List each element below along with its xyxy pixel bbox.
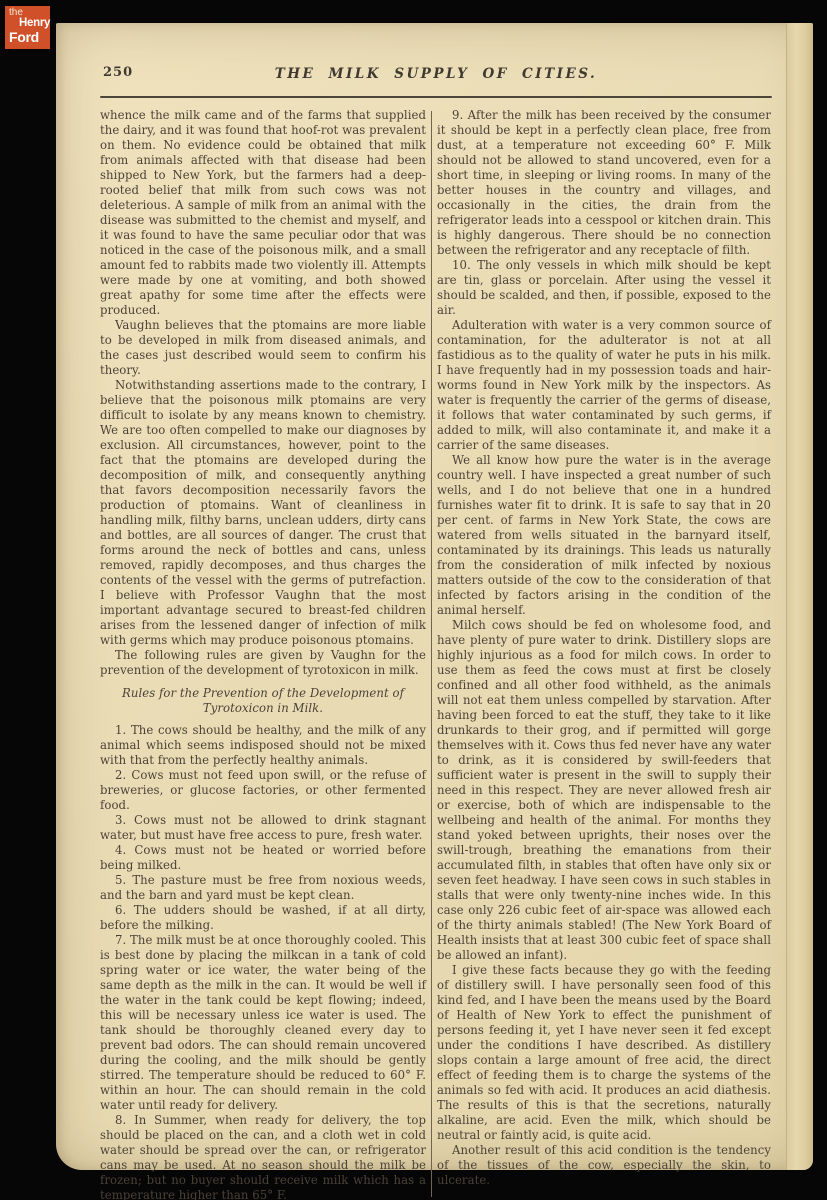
paragraph: Vaughn believes that the ptomains are more liable to be developed in milk from diseased animals, and the cases just described would seem to confirm his theory. (100, 318, 426, 377)
page-title: THE MILK SUPPLY OF CITIES. (274, 66, 598, 82)
text-columns (100, 108, 772, 1200)
rule-item-1: 1. The cows should be healthy, and the milk of any animal which seems indisposed should not be mixed with that from the perfectly healthy animals. (100, 723, 426, 767)
rule-item-7: 7. The milk must be at once thoroughly cooled. This is best done by placing the milkcan in a tank of cold spring water or ice water, the water being of the same depth as the milk in the can. It would be well if the water in the tank could be kept flowing; indeed, this will be necessary unless ice water is used. The tank should be thoroughly cleaned every day to prevent bad odors. The can should remain uncovered during the cooling, and the milk should be gently stirred. The temperature should be reduced to 60° F. within an hour. The can should remain in the cold water until ready for delivery. (100, 933, 426, 1112)
rule-item-6: 6. The udders should be washed, if at all dirty, before the milking. (100, 903, 426, 932)
paragraph: I give these facts because they go with the feeding of distillery swill. I have personally seen food of this kind fed, and I have been the means used by the Board of Health of New York to effect the punishment of persons feeding it, yet I have never seen it fed except under the conditions I have described. As distillery slops contain a large amount of free acid, the direct effect of feeding them is to charge the systems of the animals so fed with acid. It produces an acid diathesis. The results of this is that the secretions, naturally alkaline, are acid. Even the milk, which should be neutral or faintly acid, is quite acid. (437, 963, 771, 1142)
rule-item-4: 4. Cows must not be heated or worried before being milked. (100, 843, 426, 872)
rule-item-9: 9. After the milk has been received by the consumer it should be kept in a perfectly clean place, free from dust, at a temperature not exceeding 60° F. Milk should not be allowed to stand uncovered, even for a short time, in sleeping or living rooms. In many of the better houses in the country and villages, and occasionally in the cities, the drain from the refrigerator leads into a cesspool or kitchen drain. This is highly dangerous. There should be no connection between the refrigerator and any receptacle of filth. (437, 108, 771, 257)
paragraph: Milch cows should be fed on wholesome food, and have plenty of pure water to drink. Distillery slops are highly injurious as a food for milch cows. In order to use them as feed the cows must at first be closely confined and all other food withheld, as the animals will not eat them unless compelled by starvation. After having been forced to eat the stuff, they take to it like drunkards to their grog, and if permitted will gorge themselves with it. Cows thus fed never have any water to drink, as it is considered by swill-feeders that sufficient water is present in the swill to supply their need in this respect. They are never allowed fresh air or exercise, both of which are indispensable to the wellbeing and health of the animal. For months they stand yoked between uprights, their noses over the swill-trough, breathing the emanations from their accumulated filth, in stables that often have only six or seven feet headway. I have seen cows in such stables in stalls that were only twenty-nine inches wide. In this case only 226 cubic feet of air-space was allowed each of the thirty animals stabled! (The New York Board of Health insists that at least 300 cubic feet of space shall be allowed an infant). (437, 618, 771, 962)
rules-section-heading: Rules for the Prevention of the Development of Tyrotoxicon in Milk. (122, 686, 404, 715)
paragraph-continuation: whence the milk came and of the farms that supplied the dairy, and it was found that hoof-rot was prevalent on them. No evidence could be obtained that milk from animals affected with that disease had been shipped to New York, but the farmers had a deep-rooted belief that milk from such cows was not deleterious. A sample of milk from an animal with the disease was submitted to the chemist and myself, and it was found to have the same peculiar odor that was noticed in the case of the poisonous milk, and a small amount fed to rabbits made two violently ill. Attempts were made by one at vomiting, and both showed great apathy for some time after the effects were produced. (100, 108, 426, 317)
book-page (56, 23, 813, 1200)
paragraph: We all know how pure the water is in the average country well. I have inspected a great number of such wells, and I do not believe that one in a hundred furnishes water fit to drink. It is safe to say that in 20 per cent. of farms in New York State, the cows are watered from wells situated in the barnyard itself, contaminated by its drainings. This leads us naturally from the consideration of milk infected by noxious matters outside of the cow to the consideration of that infected by factors arising in the condition of the animal herself. (437, 453, 771, 617)
page-header (100, 63, 772, 87)
paragraph: Adulteration with water is a very common source of contamination, for the adulterator is not at all fastidious as to the quality of water he puts in his milk. I have frequently had in my possession toads and hair-worms found in New York milk by the inspectors. As water is frequently the carrier of the germs of disease, it follows that water contaminated by such germs, if added to milk, will also contaminate it, and make it a carrier of the same diseases. (437, 318, 771, 452)
rule-item-3: 3. Cows must not be allowed to drink stagnant water, but must have free access to pure, fresh water. (100, 813, 426, 842)
henry-ford-logo (5, 6, 50, 49)
logo-text-henry: Henry (19, 17, 51, 29)
paragraph: Notwithstanding assertions made to the contrary, I believe that the poisonous milk ptomains are very difficult to isolate by any means known to chemistry. We are too often compelled to make our diagnoses by exclusion. All circumstances, however, point to the fact that the ptomains are developed during the decomposition of milk, and consequently anything that favors decomposition necessarily favors the production of ptomains. Want of cleanliness in handling milk, filthy barns, unclean udders, dirty cans and bottles, are all sources of danger. The crust that forms around the neck of bottles and cans, unless removed, rapidly decomposes, and thus charges the contents of the vessel with the germs of putrefaction. I believe with Professor Vaughn that the most important advantage secured to breast-fed children arises from the lessened danger of infection of milk with germs which may produce poisonous ptomains. (100, 378, 426, 647)
rule-item-10: 10. The only vessels in which milk should be kept are tin, glass or porcelain. After using the vessel it should be scalded, and then, if possible, exposed to the air. (437, 258, 771, 317)
logo-text-the: the (9, 7, 23, 18)
header-rule (100, 96, 772, 98)
column-divider (431, 111, 432, 1197)
rule-item-2: 2. Cows must not feed upon swill, or the refuse of breweries, or glucose factories, or other fermented food. (100, 768, 426, 812)
page-fore-edge (786, 23, 813, 1170)
right-column (437, 108, 771, 1188)
page-number: 250 (103, 65, 134, 80)
rule-item-8: 8. In Summer, when ready for delivery, the top should be placed on the can, and a cloth wet in cold water should be spread over the can, or refrigerator cans may be used. At no season should the milk be frozen; but no buyer should receive milk which has a temperature higher than 65° F. (100, 1113, 426, 1200)
left-column (100, 108, 426, 1200)
paragraph: Another result of this acid condition is the tendency of the tissues of the cow, especially the skin, to ulcerate. (437, 1143, 771, 1187)
rule-item-5: 5. The pasture must be free from noxious weeds, and the barn and yard must be kept clean. (100, 873, 426, 902)
logo-text-ford: Ford (9, 29, 39, 45)
paragraph: The following rules are given by Vaughn for the prevention of the development of tyrotoxicon in milk. (100, 648, 426, 677)
